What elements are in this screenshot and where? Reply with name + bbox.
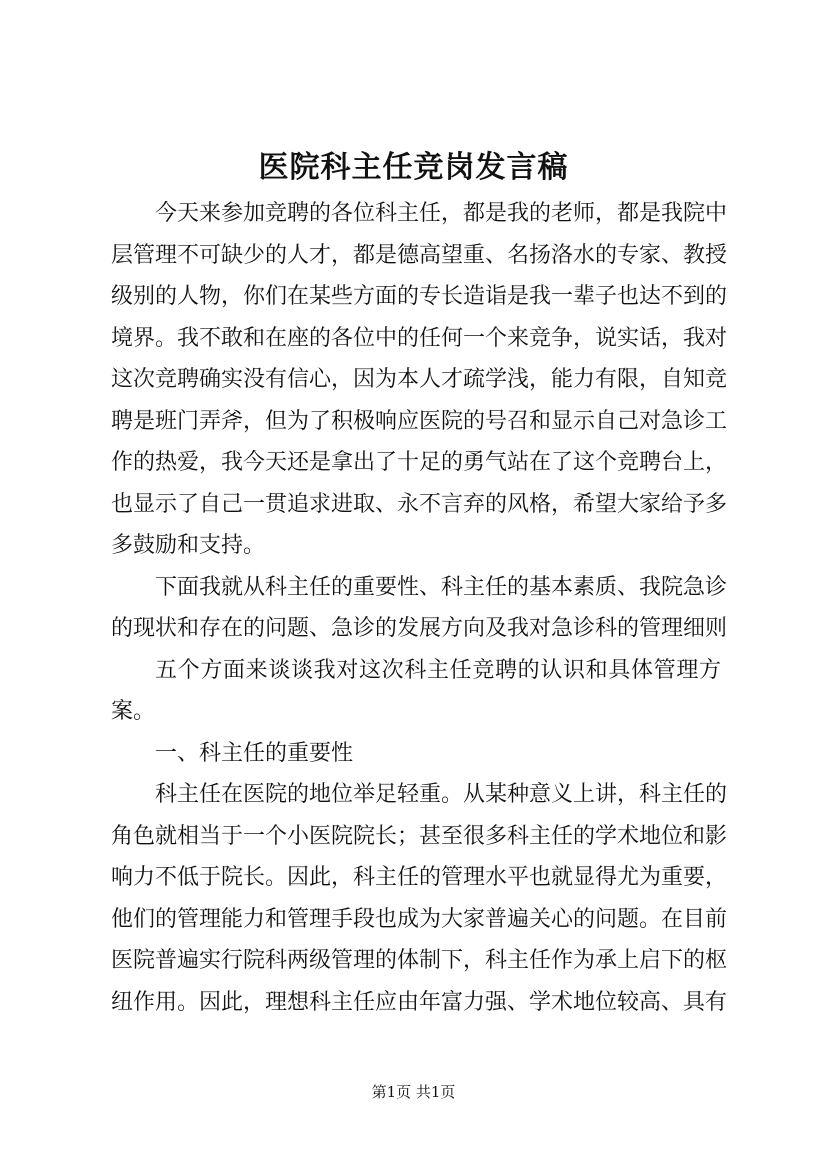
paragraph-line: 多鼓励和支持。: [111, 533, 266, 558]
paragraph-line: 的现状和存在的问题、急诊的发展方向及我对急诊科的管理细则: [111, 616, 728, 641]
paragraph-line: 聘是班门弄斧，但为了积极响应医院的号召和显示自己对急诊工: [111, 408, 728, 434]
paragraph-line: 级别的人物，你们在某些方面的专长造诣是我一辈子也达不到的: [111, 284, 728, 309]
document-title: 医院科主任竞岗发言稿: [258, 150, 569, 185]
paragraph-line: 科主任在医院的地位举足轻重。从某种意义上讲，科主任的: [155, 782, 728, 807]
paragraph-line: 下面我就从科主任的重要性、科主任的基本素质、我院急诊: [155, 574, 728, 600]
paragraph-line: 纽作用。因此，理想科主任应由年富力强、学术地位较高、具有: [111, 989, 728, 1015]
paragraph-line: 案。: [111, 699, 156, 724]
paragraph-line: 今天来参加竞聘的各位科主任，都是我的老师，都是我院中: [155, 201, 728, 226]
paragraph-line: 作的热爱，我今天还是拿出了十足的勇气站在了这个竞聘台上，: [111, 450, 728, 475]
paragraph-line: 层管理不可缺少的人才，都是德高望重、名扬洛水的专家、教授: [111, 242, 728, 268]
paragraph-line: 角色就相当于一个小医院院长；甚至很多科主任的学术地位和影: [111, 823, 728, 849]
paragraph-line: 医院普遍实行院科两级管理的体制下，科主任作为承上启下的枢: [111, 948, 728, 973]
paragraph-line: 五个方面来谈谈我对这次科主任竞聘的认识和具体管理方: [155, 657, 721, 683]
paragraph-line: 这次竞聘确实没有信心，因为本人才疏学浅，能力有限，自知竞: [111, 367, 728, 392]
paragraph-line: 响力不低于院长。因此，科主任的管理水平也就显得尤为重要，: [111, 865, 728, 890]
paragraph-line: 他们的管理能力和管理手段也成为大家普遍关心的问题。在目前: [111, 906, 728, 932]
section-heading: 一、科主任的重要性: [155, 740, 354, 766]
document-body: [111, 193, 728, 1023]
paragraph-line: 境界。我不敢和在座的各位中的任何一个来竞争，说实话，我对: [111, 325, 728, 351]
page-number-footer: 第1页 共1页: [371, 1083, 456, 1101]
paragraph-line: 也显示了自己一贯追求进取、永不言弃的风格，希望大家给予多: [111, 491, 728, 517]
